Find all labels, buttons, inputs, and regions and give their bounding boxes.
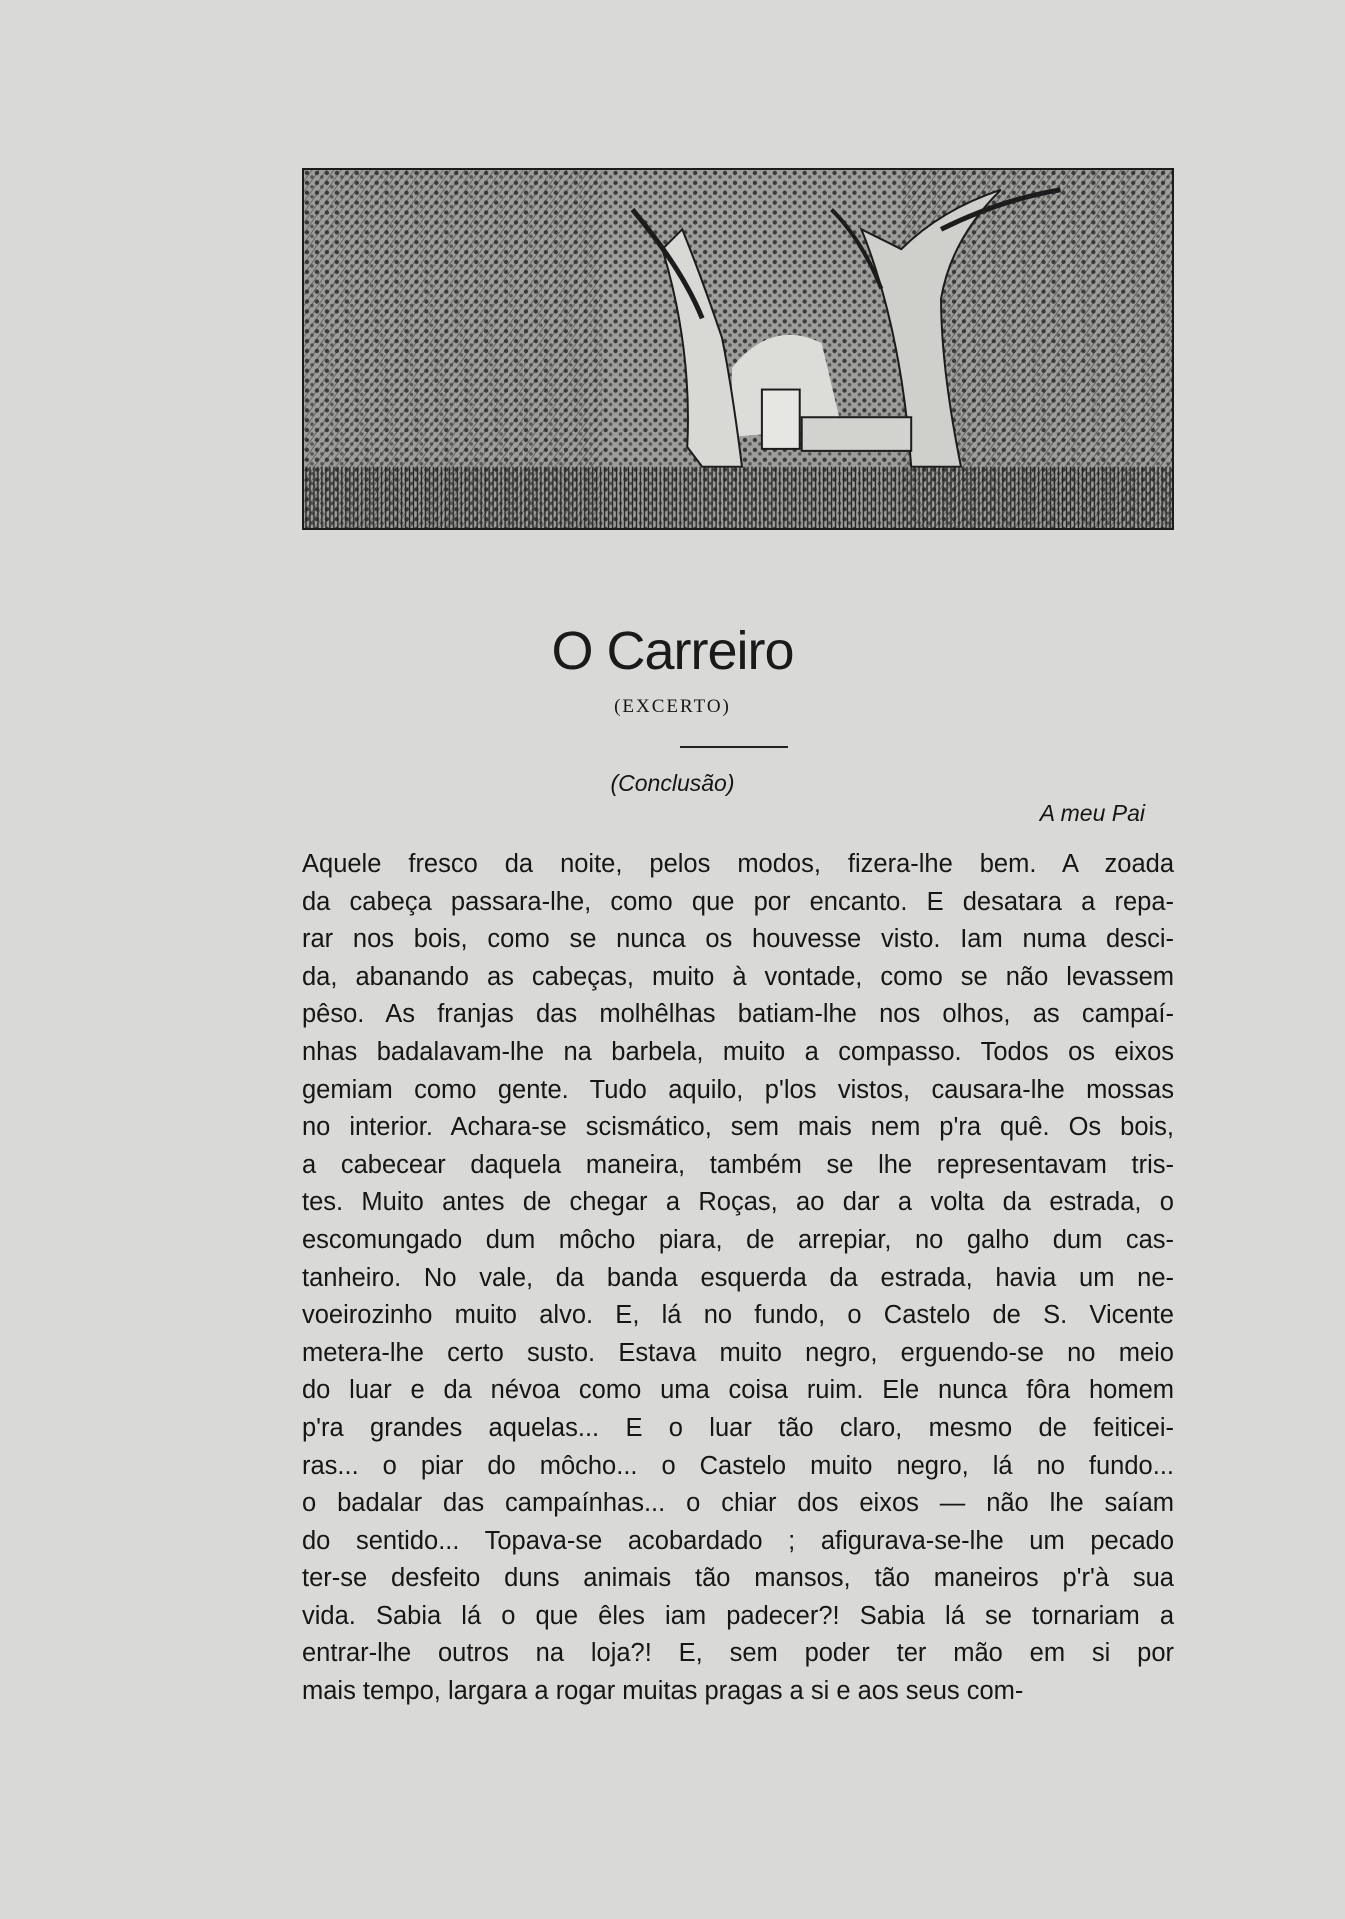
body-line: p'ra grandes aquelas... E o luar tão claro, mesmo de feiticei- xyxy=(302,1413,1174,1442)
body-line: voeirozinho muito alvo. E, lá no fundo, o Castelo de S. Vicente xyxy=(302,1301,1174,1330)
header-engraving xyxy=(302,168,1174,530)
body-line: entrar-lhe outros na loja?! E, sem poder ter mão em si por xyxy=(302,1639,1174,1668)
body-line: rar nos bois, como se nunca os houvesse visto. Iam numa desci- xyxy=(302,925,1174,954)
body-line: ter-se desfeito duns animais tão mansos, tão maneiros p'r'à sua xyxy=(302,1564,1174,1593)
body-line: tes. Muito antes de chegar a Roças, ao dar a volta da estrada, o xyxy=(302,1188,1174,1217)
body-line: do sentido... Topava-se acobardado ; afigurava-se-lhe um pecado xyxy=(302,1526,1174,1555)
body-line: vida. Sabia lá o que êles iam padecer?! Sabia lá se tornariam a xyxy=(302,1601,1174,1630)
dedication: A meu Pai xyxy=(1039,800,1145,826)
body-line: Aquele fresco da noite, pelos modos, fizera-lhe bem. A zoada xyxy=(302,850,1174,878)
title-divider xyxy=(680,746,788,748)
engraving-illustration xyxy=(304,170,1172,528)
section-note: (Conclusão) xyxy=(610,770,735,796)
body-line: metera-lhe certo susto. Estava muito negro, erguendo-se no meio xyxy=(302,1338,1174,1367)
body-line: mais tempo, largara a rogar muitas pragas a si e aos seus com- xyxy=(302,1677,1024,1706)
body-line: do luar e da névoa como uma coisa ruim. Ele nunca fôra homem xyxy=(302,1376,1174,1405)
body-line: o badalar das campaínhas... o chiar dos eixos — não lhe saíam xyxy=(302,1489,1174,1518)
body-line: a cabecear daquela maneira, também se lhe representavam tris- xyxy=(302,1150,1174,1179)
body-line: da cabeça passara-lhe, como que por encanto. E desatara a repa- xyxy=(302,887,1174,916)
body-line: ras... o piar do môcho... o Castelo muito negro, lá no fundo... xyxy=(302,1451,1174,1480)
article-title: O Carreiro xyxy=(551,621,794,681)
body-text xyxy=(302,846,1174,1711)
body-line: gemiam como gente. Tudo aquilo, p'los vistos, causara-lhe mossas xyxy=(302,1075,1174,1104)
body-line: escomungado dum môcho piara, de arrepiar, no galho dum cas- xyxy=(302,1225,1174,1254)
body-line: da, abanando as cabeças, muito à vontade, como se não levassem xyxy=(302,962,1174,991)
body-line: nhas badalavam-lhe na barbela, muito a compasso. Todos os eixos xyxy=(302,1037,1174,1066)
body-line: tanheiro. No vale, da banda esquerda da estrada, havia um ne- xyxy=(302,1263,1174,1292)
body-line: pêso. As franjas das molhêlhas batiam-lhe nos olhos, as campaí- xyxy=(302,1000,1174,1029)
body-line: no interior. Achara-se scismático, sem mais nem p'ra quê. Os bois, xyxy=(302,1113,1174,1142)
article-subtitle: (EXCERTO) xyxy=(614,696,731,717)
